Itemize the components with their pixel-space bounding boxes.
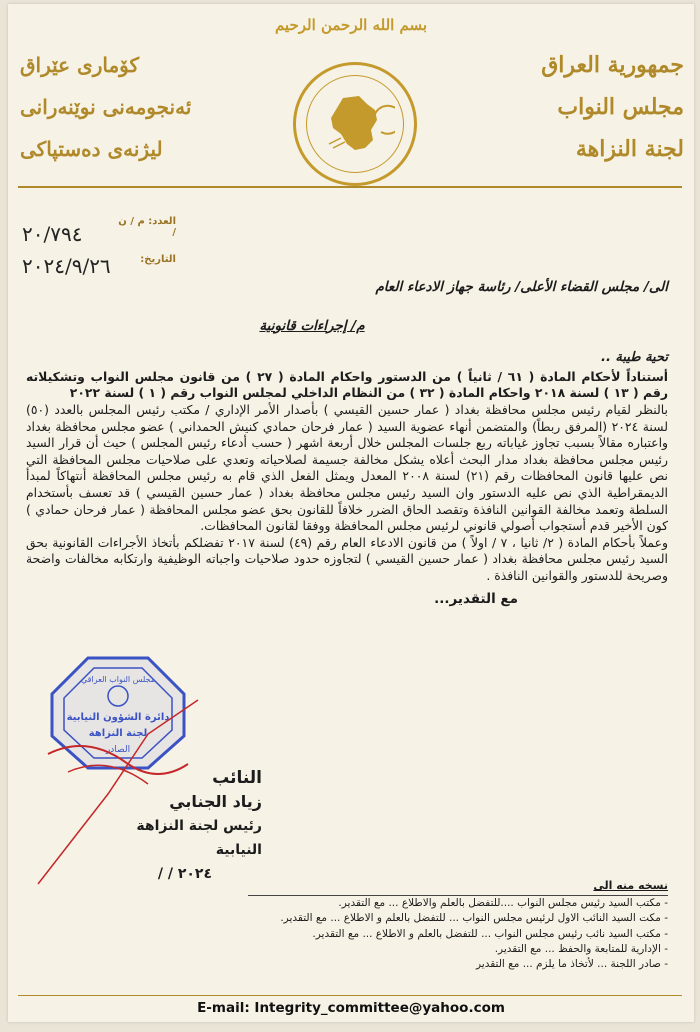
paragraph-facts: بالنظر لقيام رئيس مجلس محافظة بغداد ( عمار حسين القيسي ) بأصدار الأمر الإداري / مكتب رئيس المجلس بالعدد (٥٠) لسنة ٢٠٢٤ (المرفق ربطاً) والمتضمن أنهاء عضوية السيد ( عمار فرحان حمادي كنيش الحمداني ) عضو مجلس محافظة بغداد واعتباره مقالاً بسبب تجاوز غياباته ربع جلسات المجلس خلال أربعة اشهر ( حسب أدعاء رئيس المجلس ) حيث أن قرار السيد رئيس مجلس محافظة بغداد مدار البحث أعلاه يشكل مخالفة جسيمة لصلاحياته وتعدي على صلاحيات مجلس المحافظة التي نص عليها قانون المحافظات رقم (٢١) لسنة ٢٠٠٨ المعدل ويمثل الفعل الذي قام به رئيس مجلس المحافظة أنتهاكاً لمبدأ الديمقراطية الذي نص عليه الدستور وان السيد رئيس مجلس محافظة بغداد ( عمار حسين القيسي ) قد تعسف بأستخدام السلطة وتعمد مخالفة القوانين النافذة وتقصد الحاق الضرر خلافاً للقانون بحق عضو مجلس المحافظة ( عمار فرحان حمادي ) كون الأخير قدم أستجواب أصولي قانوني لرئيس مجلس المحافظة ووفقا لقانون المحافظات. xyxy=(26,401,668,534)
letterhead-kurdish xyxy=(20,44,195,170)
copies-list xyxy=(248,878,668,972)
letterhead-kurdish-line-3: لیژنەی دەستپاکی xyxy=(20,137,163,161)
signature-block xyxy=(122,766,262,886)
footer-email: E-mail: Integrity_committee@yahoo.com xyxy=(197,1000,505,1016)
letterhead-line-3: لجنة النزاهة xyxy=(575,136,684,162)
list-item: - مكتب السيد نائب رئيس مجلس النواب ... للتفضل بالعلم و الاطلاع ... مع التقدير. xyxy=(248,927,668,942)
signer-title: النائب xyxy=(212,768,262,788)
list-item: - صادر اللجنة ... لأتخاذ ما يلزم ... مع التقدير xyxy=(248,957,668,972)
top-calligraphy: بسم الله الرحمن الرحيم xyxy=(274,16,428,34)
number-label: العدد: م / ن / xyxy=(118,216,176,238)
document-page xyxy=(8,4,694,1022)
list-item: - الإدارية للمتابعة والحفظ ... مع التقدير. xyxy=(248,942,668,957)
list-item: - مكت السيد النائب الاول لرئيس مجلس النواب ... للتفضل بالعلم و الاطلاع ... مع التقدير. xyxy=(248,911,668,926)
stamp-text-seal: الصادر xyxy=(105,745,131,755)
closing: مع التقدير... xyxy=(434,590,518,607)
greeting: تحية طيبة .. xyxy=(601,350,668,366)
date-value: ٢٠٢٤/٩/٢٦ xyxy=(22,254,111,278)
footer-divider xyxy=(18,995,682,996)
subject: م/ إجراءات قانونية xyxy=(259,317,365,334)
stamp-text-bottom: لجنة النزاهة xyxy=(88,728,148,739)
stamp-text-top: مجلس النواب العراقي xyxy=(81,675,155,684)
letterhead-line-1: جمهورية العراق xyxy=(541,52,684,78)
signer-role: رئيس لجنة النزاهة النيابية xyxy=(136,818,262,858)
letterhead-arabic xyxy=(509,44,684,170)
stamp-text-mid: دائرة الشؤون النيابية xyxy=(66,712,170,723)
iraq-map-icon xyxy=(315,84,395,164)
list-item: - مكتب السيد رئيس مجلس النواب ....للتفضل بالعلم والاطلاع ... مع التقدير. xyxy=(248,896,668,911)
copies-heading: نسخه منه الى xyxy=(593,879,668,892)
letterhead-kurdish-line-2: ئەنجومەنی نوێنەرانی xyxy=(20,95,192,119)
parliament-emblem xyxy=(293,62,417,186)
signature-date: ٢٠٢٤ / / xyxy=(157,866,212,882)
number-value: ٢٠/٧٩٤ xyxy=(22,222,83,246)
letterhead-kurdish-line-1: كۆماری عێراق xyxy=(20,53,140,77)
letterhead-line-2: مجلس النواب xyxy=(557,94,684,120)
letter-body xyxy=(26,279,668,607)
signer-name: زياد الجنابي xyxy=(169,792,262,811)
paragraph-request: وعملاً بأحكام المادة ( ٢/ ثانيا ، ٧ / اولاً ) من قانون الادعاء العام رقم (٤٩) لسنة ٢٠١٧ تفضلكم بأتخاذ الأجراءات القانونية بحق السيد رئيس مجلس محافظة بغداد ( عمار حسين القيسي ) لتجاوزه حدود صلاحيات واجباته الوظيفية وارتكابه مخالفات واضحة وصريحة للدستور والقوانين النافذة . xyxy=(26,534,668,583)
paragraph-legal-basis: أستناداً لأحكام المادة ( ٦١ / ثانياً ) من الدستور واحكام المادة ( ٢٧ ) من قانون مجلس النواب وتشكيلاته رقم ( ١٣ ) لسنة ٢٠١٨ واحكام المادة ( ٣٢ ) من النظام الداخلي لمجلس النواب رقم ( ١ ) لسنة ٢٠٢٢ xyxy=(26,368,668,401)
date-label: التاريخ: xyxy=(140,254,176,265)
addressee: الى/ مجلس القضاء الأعلى/ رئاسة جهاز الادعاء العام xyxy=(375,279,668,295)
header-divider xyxy=(18,186,682,188)
